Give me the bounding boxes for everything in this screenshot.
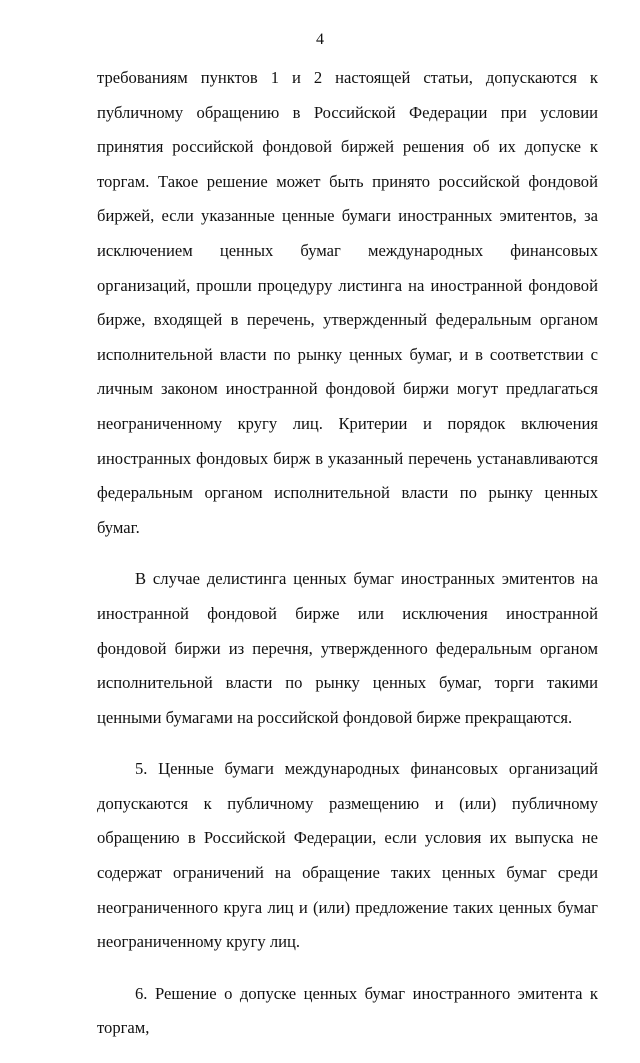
document-body — [97, 61, 598, 1063]
paragraph-delisting: В случае делистинга ценных бумаг иностранных эмитентов на иностранной фондовой бирже или исключения иностранной фондовой биржи из перечня, утвержденного федеральным органом исполнительной власти по рынку ценных бумаг, торги такими ценными бумагами на российской фондовой бирже прекращаются. — [97, 569, 598, 727]
paragraph-item-6: 6. Решение о допуске ценных бумаг иностранного эмитента к торгам, — [97, 983, 598, 1038]
page-number: 4 — [316, 31, 324, 48]
paragraph-continuation: требованиям пунктов 1 и 2 настоящей статьи, допускаются к публичному обращению в Российской Федерации при условии принятия российской фондовой биржей решения об их допуске к торгам. Такое решение может быть принято российской фондовой биржей, если указанные ценные бумаги иностранных эмитентов, за исключением ценных бумаг международных финансовых организаций, прошли процедуру листинга на иностранной фондовой бирже, входящей в перечень, утвержденный федеральным органом исполнительной власти по рынку ценных бумаг, и в соответствии с личным законом иностранной фондовой биржи могут предлагаться неограниченному кругу лиц. Критерии и порядок включения иностранных фондовых бирж в указанный перечень устанавливаются федеральным органом исполнительной власти по рынку ценных бумаг. — [97, 68, 598, 537]
paragraph-item-5: 5. Ценные бумаги международных финансовых организаций допускаются к публичному размещению и (или) публичному обращению в Российской Федерации, если условия их выпуска не содержат ограничений на обращение таких ценных бумаг среди неограниченного круга лиц и (или) предложение таких ценных бумаг неограниченному кругу лиц. — [97, 759, 598, 952]
